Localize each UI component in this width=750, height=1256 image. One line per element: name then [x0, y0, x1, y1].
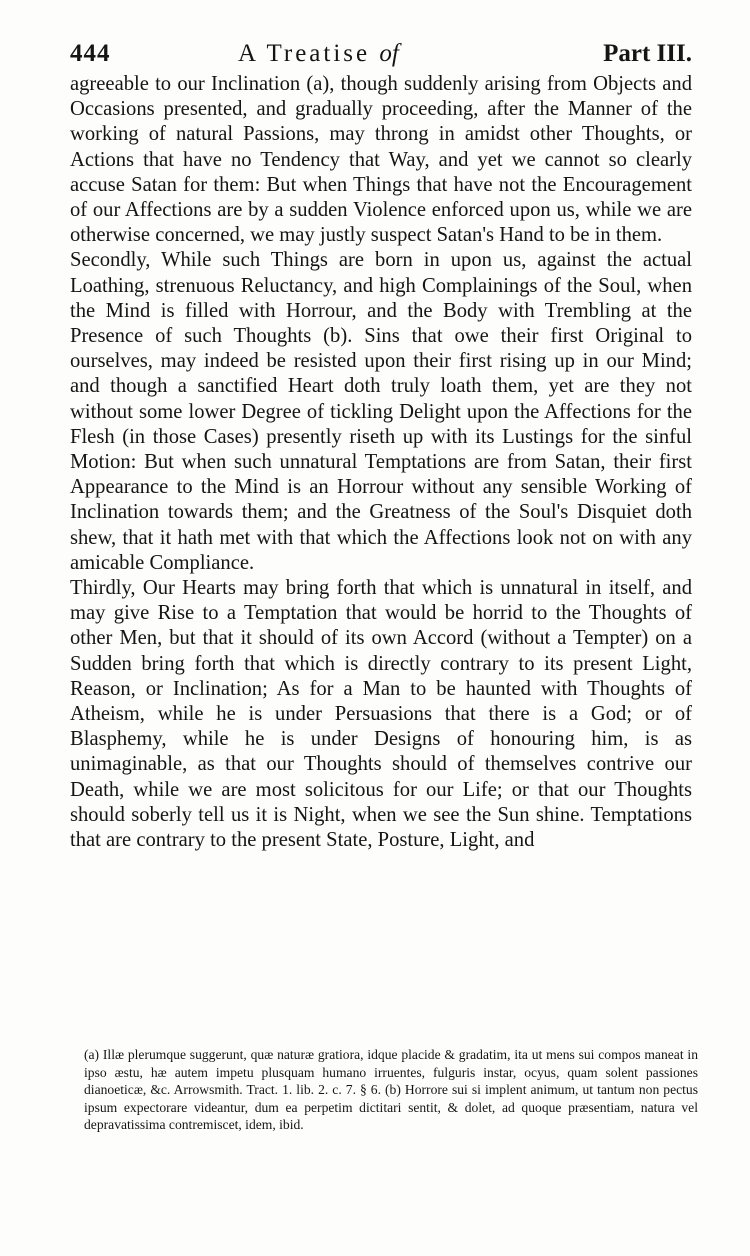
running-head — [70, 40, 692, 72]
running-title-main: A Treatise — [238, 40, 371, 67]
part-label: Part III. — [603, 40, 692, 67]
main-text — [70, 72, 692, 853]
paragraph-secondly: Secondly, While such Things are born in upon us, against the actual Loathing, strenuous Reluctancy, and high Complainings of the Soul, when the Mind is filled with Horrour, and the Body with Trembling at the Presence of such Thoughts (b). Sins that owe their first Original to ourselves, may indeed be resisted upon their first rising up in our Mind; and though a sanctified Heart doth truly loath them, yet are they not without some lower Degree of tickling Delight upon the Affections for the Flesh (in those Cases) presently riseth up with its Lustings for the sinful Motion: But when such unnatural Temptations are from Satan, their first Appearance to the Mind is an Horrour without any sensible Working of Inclination towards them; and the Greatness of the Soul's Disquiet doth shew, that it hath met with that which the Affections look not on with any amicable Compliance. — [70, 249, 692, 574]
running-title — [238, 40, 399, 68]
footnotes — [84, 1046, 698, 1134]
footnote-text: (a) Illæ plerumque suggerunt, quæ naturæ gratiora, idque placide & gradatim, ita ut mens sui compos maneat in ipso æstu, hæ autem impetu plusquam humano irruentes, fulguris instar, ocyus, quam solent passiones dianoeticæ, &c. Arrowsmith. Tract. 1. lib. 2. c. 7. § 6. (b) Horrore sui si implent animum, ut tantum non pectus ipsum expectorare videantur, dum ea perpetim dictitari sentit, & dolet, ad quoque præsentiam, natura vel depravatissima contremiscet, idem, ibid. — [84, 1047, 698, 1133]
running-title-of: of — [379, 40, 399, 67]
page-number: 444 — [70, 40, 111, 67]
paragraph-continuation: agreeable to our Inclination (a), though suddenly arising from Objects and Occasions presented, and gradually proceeding, after the Manner of the working of natural Passions, may throng in amidst other Thoughts, or Actions that have no Tendency that Way, and yet we cannot so clearly accuse Satan for them: But when Things that have not the Encouragement of our Affections are by a sudden Violence enforced upon us, while we are otherwise concerned, we may justly suspect Satan's Hand to be in them. — [70, 73, 692, 247]
paragraph-thirdly: Thirdly, Our Hearts may bring forth that which is unnatural in itself, and may give Rise to a Temptation that would be horrid to the Thoughts of other Men, but that it should of its own Accord (without a Tempter) on a Sudden bring forth that which is directly contrary to its present Light, Reason, or Inclination; As for a Man to be haunted with Thoughts of Atheism, while he is under Persuasions that there is a God; or of Blasphemy, while he is under Designs of honouring him, is as unimaginable, as that our Thoughts should of themselves contrive our Death, while we are most solicitous for our Life; or that our Thoughts should soberly tell us it is Night, when we see the Sun shine. Temptations that are contrary to the present State, Posture, Light, and — [70, 577, 692, 852]
